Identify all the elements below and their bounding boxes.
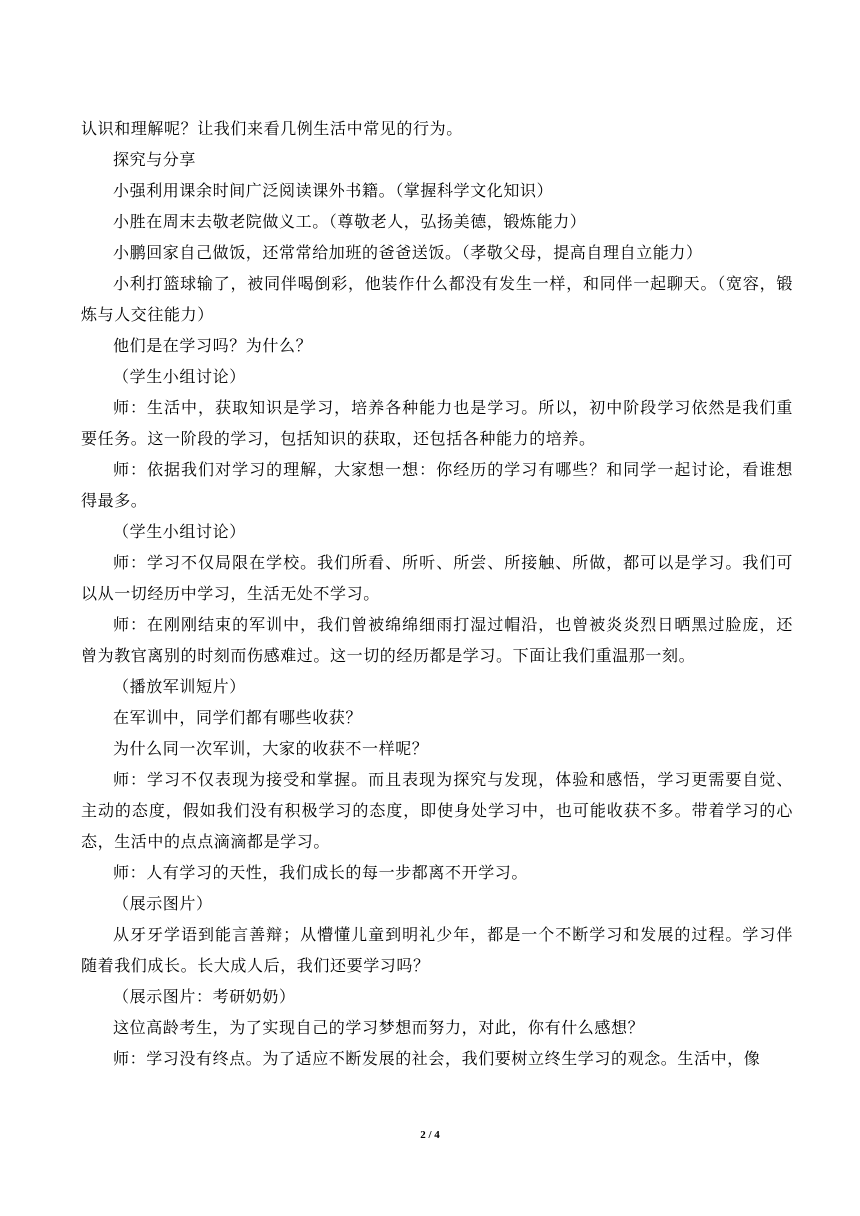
paragraph-10: 师：依据我们对学习的理解，大家想一想：你经历的学习有哪些？和同学一起讨论，看谁想得最多。 (81, 460, 793, 510)
paragraph-9: 师：生活中，获取知识是学习，培养各种能力也是学习。所以，初中阶段学习依然是我们重要任务。这一阶段的学习，包括知识的获取，还包括各种能力的培养。 (81, 398, 793, 448)
paragraph-13: 师：在刚刚结束的军训中，我们曾被绵绵细雨打湿过帽沿，也曾被炎炎烈日晒黑过脸庞，还曾为教官离别的时刻而伤感难过。这一切的经历都是学习。下面让我们重温那一刻。 (81, 615, 793, 665)
paragraph-5: 小鹏回家自己做饭，还常常给加班的爸爸送饭。（孝敬父母，提高自理自立能力） (113, 243, 703, 262)
paragraph-23: 师：学习没有终点。为了适应不断发展的社会，我们要树立终生学习的观念。生活中，像 (113, 1049, 761, 1068)
paragraph-18: 师：人有学习的天性，我们成长的每一步都离不开学习。 (113, 863, 529, 882)
paragraph-16: 为什么同一次军训，大家的收获不一样呢？ (113, 739, 429, 758)
paragraph-14: （播放军训短片） (113, 677, 246, 696)
paragraph-22: 这位高龄考生，为了实现自己的学习梦想而努力，对此，你有什么感想？ (113, 1018, 645, 1037)
paragraph-17: 师：学习不仅表现为接受和掌握。而且表现为探究与发现，体验和感悟，学习更需要自觉、主动的态度，假如我们没有积极学习的态度，即使身处学习中，也可能收获不多。带着学习的心态，生活中的点点滴滴都是学习。 (81, 770, 793, 851)
paragraph-8: （学生小组讨论） (113, 367, 246, 386)
paragraph-11: （学生小组讨论） (113, 522, 246, 541)
page-body (81, 113, 793, 1074)
paragraph-4: 小胜在周末去敬老院做义工。（尊敬老人，弘扬美德，锻炼能力） (113, 212, 587, 231)
paragraph-1: 认识和理解呢？让我们来看几例生活中常见的行为。 (81, 119, 463, 138)
paragraph-20: 从牙牙学语到能言善辩；从懵懂儿童到明礼少年，都是一个不断学习和发展的过程。学习伴随着我们成长。长大成人后，我们还要学习吗？ (81, 925, 793, 975)
paragraph-21: （展示图片：考研奶奶） (113, 987, 296, 1006)
page-number: 2 / 4 (420, 1129, 440, 1141)
paragraph-12: 师：学习不仅局限在学校。我们所看、所听、所尝、所接触、所做，都可以是学习。我们可以从一切经历中学习，生活无处不学习。 (81, 553, 793, 603)
paragraph-15: 在军训中，同学们都有哪些收获？ (113, 708, 363, 727)
paragraph-6: 小利打篮球输了，被同伴喝倒彩，他装作什么都没有发生一样，和同伴一起聊天。（宽容，锻炼与人交往能力） (81, 274, 793, 324)
paragraph-3: 小强利用课余时间广泛阅读课外书籍。（掌握科学文化知识） (113, 181, 554, 200)
section-heading-explore-share: 探究与分享 (113, 150, 197, 169)
paragraph-7: 他们是在学习吗？为什么？ (113, 336, 313, 355)
paragraph-19: （展示图片） (113, 894, 213, 913)
